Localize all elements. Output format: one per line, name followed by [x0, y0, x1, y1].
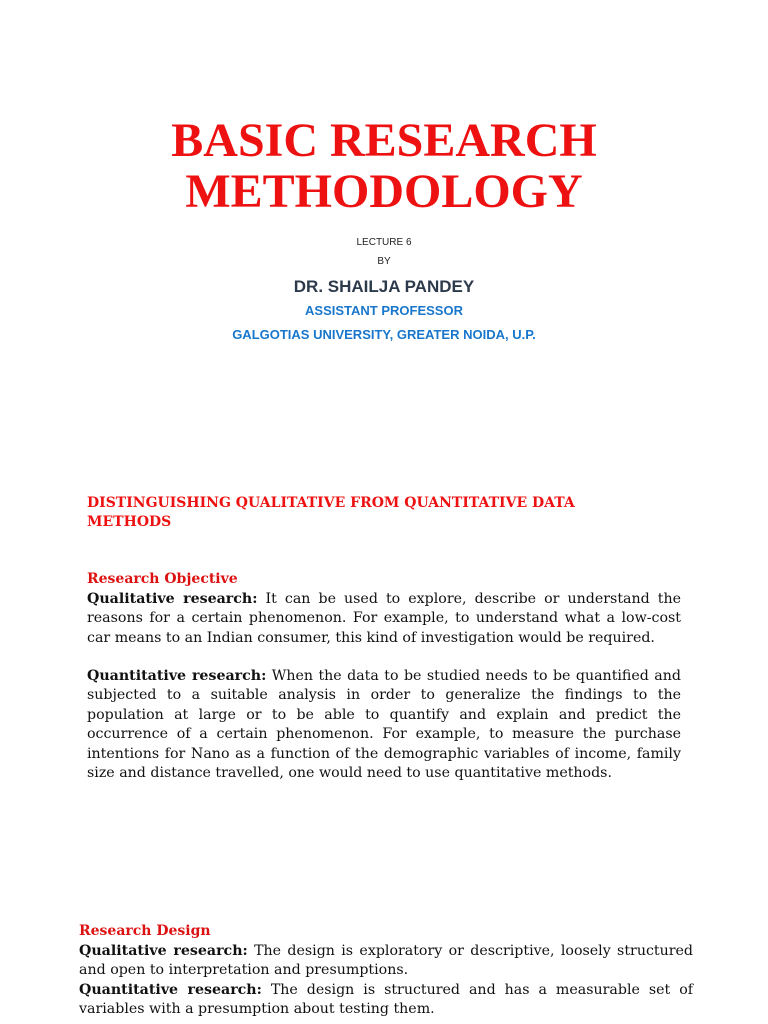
design-quantitative-label: Quantitative research: [79, 982, 262, 998]
section-heading: DISTINGUISHING QUALITATIVE FROM QUANTITATIVE DATA METHODS [87, 495, 575, 530]
design-quantitative-paragraph [79, 981, 693, 1020]
author-name: DR. SHAILJA PANDEY [293, 277, 475, 296]
by-label: BY [377, 256, 391, 267]
objective-quantitative-paragraph [87, 667, 681, 783]
objective-quantitative-text: When the data to be studied needs to be quantified and subjected to a suitable analysis in order to generalize the findings to the population at large or to be able to quantify and explain and predict the occurrence of a certain phenomenon. For example, to measure the purchase intentions for Nano as a function of the demographic variables of income, family size and distance travelled, one would need to use quantitative methods. [87, 668, 681, 782]
title-line-1: BASIC RESEARCH [171, 114, 597, 167]
author-role: ASSISTANT PROFESSOR [305, 303, 463, 318]
design-qualitative-paragraph [79, 942, 693, 981]
design-qualitative-label: Qualitative research: [79, 943, 248, 959]
design-quantitative-text: The design is structured and has a measurable set of variables with a presumption about testing them. [79, 982, 693, 1018]
objective-qualitative-label: Qualitative research: [87, 591, 258, 607]
university-name: GALGOTIAS UNIVERSITY, GREATER NOIDA, U.P. [232, 327, 536, 342]
design-qualitative-text: The design is exploratory or descriptive, loosely structured and open to interpretation and presumptions. [79, 943, 693, 979]
objective-quantitative-label: Quantitative research: [87, 668, 267, 684]
lecture-number: LECTURE 6 [356, 237, 412, 248]
title-line-2: METHODOLOGY [185, 165, 583, 218]
research-design-label: Research Design [79, 923, 211, 939]
research-objective-label: Research Objective [87, 571, 238, 587]
objective-qualitative-text: It can be used to explore, describe or understand the reasons for a certain phenomenon. For example, to understand what a low-cost car means to an Indian consumer, this kind of investigation would be required. [87, 591, 681, 646]
objective-qualitative-paragraph [87, 590, 681, 648]
